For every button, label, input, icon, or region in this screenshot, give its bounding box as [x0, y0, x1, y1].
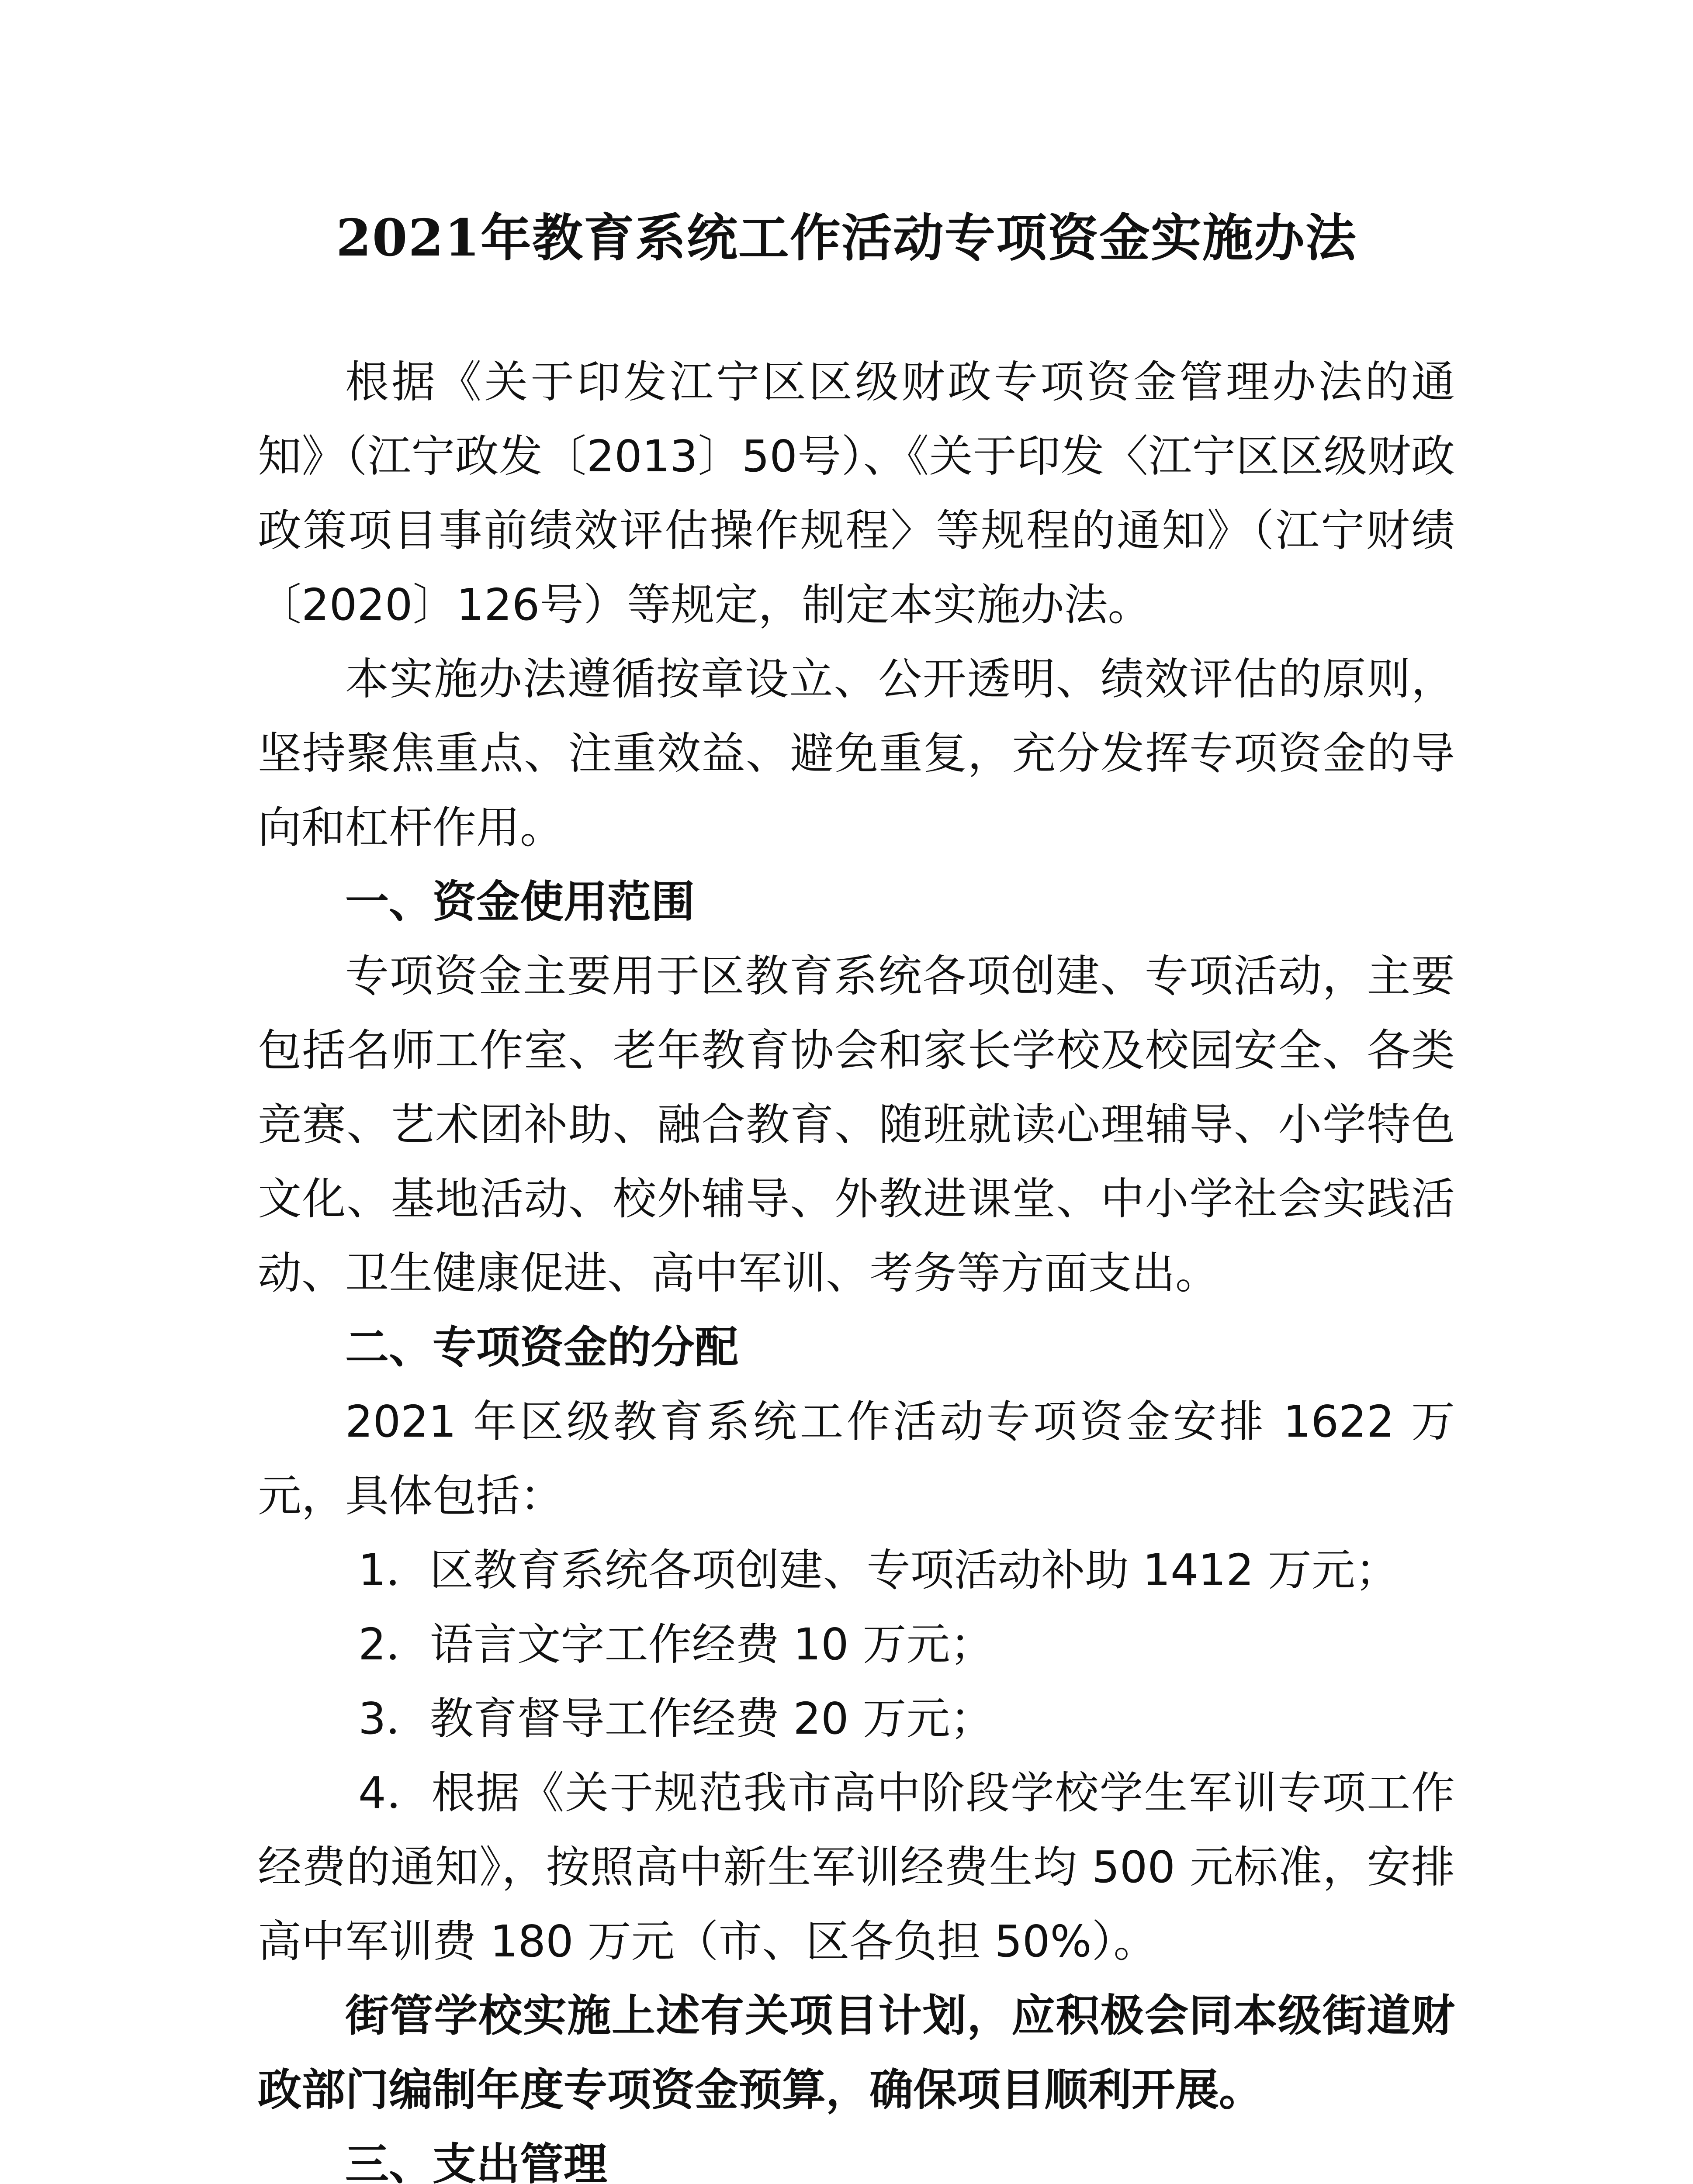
document-body — [258, 345, 1455, 2184]
paragraph-legal-basis: 根据《关于印发江宁区区级财政专项资金管理办法的通知》（江宁政发〔2013〕50号）、《关于印发〈江宁区区级财政政策项目事前绩效评估操作规程〉等规程的通知》（江宁财绩〔2020〕126号）等规定，制定本实施办法。 — [258, 356, 1455, 630]
paragraph-allocation-total: 2021 年区级教育系统工作活动专项资金安排 1622 万元，具体包括： — [258, 1396, 1455, 1521]
paragraph-school-budget-note: 街管学校实施上述有关项目计划，应积极会同本级街道财政部门编制年度专项资金预算，确保项目顺利开展。 — [258, 1990, 1455, 2115]
section-heading-allocation: 二、专项资金的分配 — [345, 1322, 738, 1373]
list-item-allocation-3: 3．教育督导工作经费 20 万元； — [358, 1693, 994, 1744]
list-item-allocation-4: 4．根据《关于规范我市高中阶段学校学生军训专项工作经费的通知》，按照高中新生军训经费生均 500 元标准，安排高中军训费 180 万元（市、区各负担 50%）。 — [258, 1767, 1455, 1967]
list-item-allocation-1: 1．区教育系统各项创建、专项活动补助 1412 万元； — [358, 1545, 1399, 1596]
section-heading-expenditure: 三、支出管理 — [345, 2139, 607, 2184]
paragraph-scope: 专项资金主要用于区教育系统各项创建、专项活动，主要包括名师工作室、老年教育协会和家长学校及校园安全、各类竞赛、艺术团补助、融合教育、随班就读心理辅导、小学特色文化、基地活动、校外辅导、外教进课堂、中小学社会实践活动、卫生健康促进、高中军训、考务等方面支出。 — [258, 950, 1455, 1299]
section-heading-scope: 一、资金使用范围 — [345, 876, 695, 927]
paragraph-principles: 本实施办法遵循按章设立、公开透明、绩效评估的原则，坚持聚焦重点、注重效益、避免重复，充分发挥专项资金的导向和杠杆作用。 — [258, 653, 1455, 853]
document-title: 2021年教育系统工作活动专项资金实施办法 — [336, 208, 1357, 268]
list-item-allocation-2: 2．语言文字工作经费 10 万元； — [358, 1619, 994, 1670]
